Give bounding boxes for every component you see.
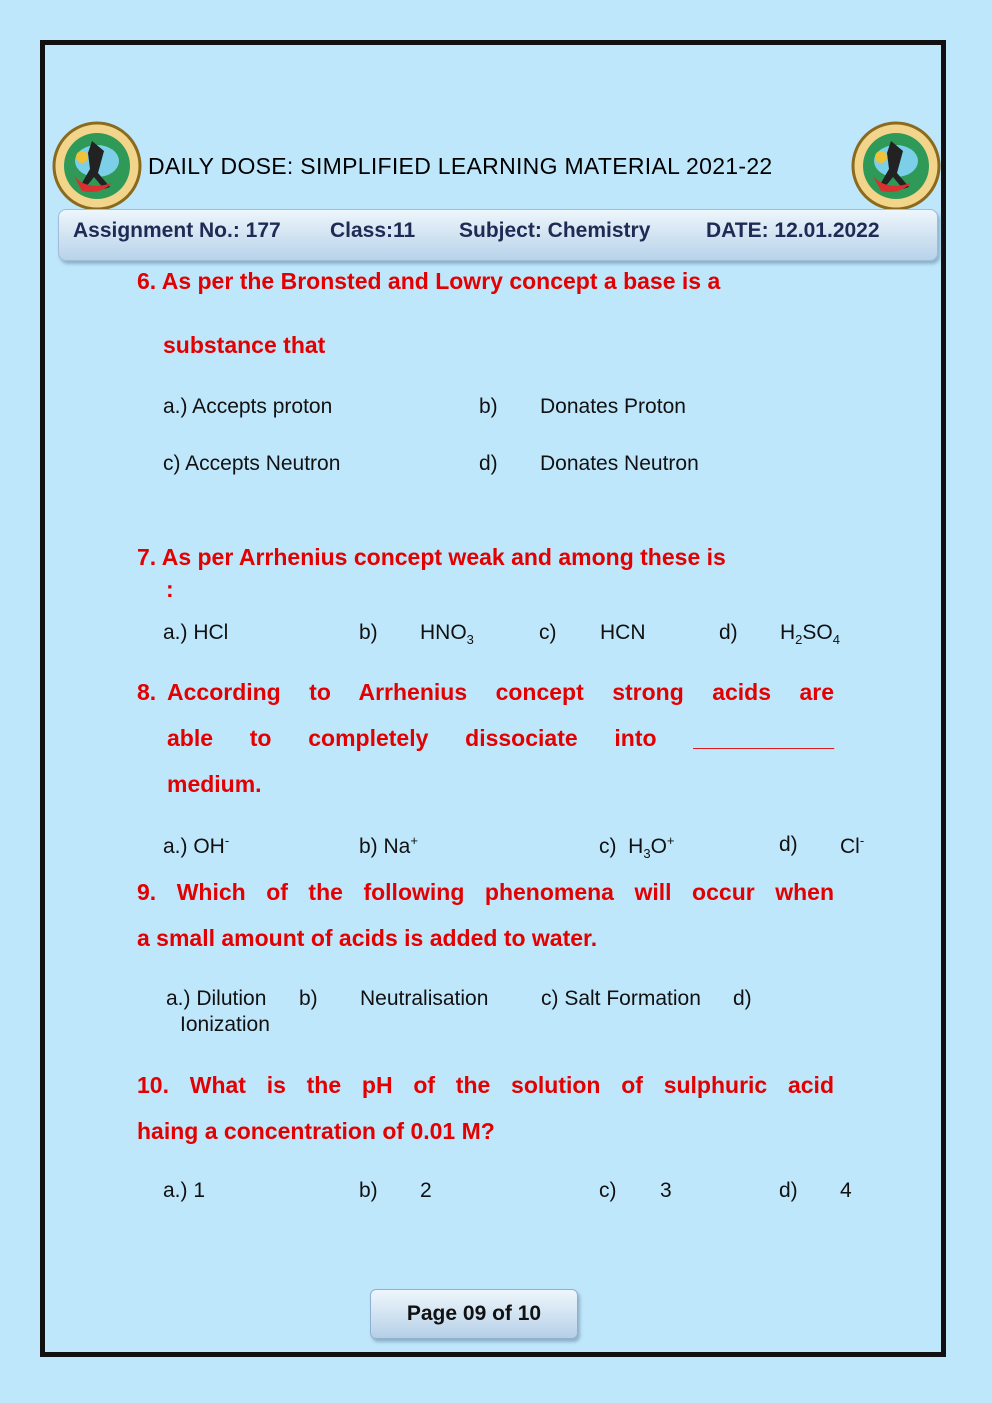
q7-option-d: $H_2SO_4$ (780, 621, 840, 648)
q10-option-c: 3 (660, 1179, 672, 1202)
date-label: DATE: 12.01.2022 (706, 219, 880, 242)
school-emblem-icon (851, 121, 941, 211)
q9-option-d-label: d) (733, 987, 752, 1010)
q10-option-c-label: c) (599, 1179, 617, 1202)
question-9-text-cont: a small amount of acids is added to water. (137, 925, 598, 951)
class-label: Class:11 (330, 219, 416, 242)
q9-option-a: a.) Dilution (166, 987, 267, 1010)
q10-option-d: 4 (840, 1179, 852, 1202)
question-9-text: 9. Which of the following phenomena will occur when (137, 879, 834, 905)
q7-option-c: HCN (600, 621, 646, 644)
q10-option-d-label: d) (779, 1179, 798, 1202)
question-8-text: According to Arrhenius concept strong acids are (167, 679, 834, 705)
question-8-text-cont: able to completely dissociate into ___________ (167, 725, 834, 751)
q8-option-b: b) Na+ (359, 833, 418, 858)
question-8-text-end: medium. (167, 771, 262, 797)
question-10-text-cont: haing a concentration of 0.01 M? (137, 1118, 495, 1144)
question-8-number: 8. (137, 679, 157, 705)
q9-option-b: Neutralisation (360, 987, 489, 1010)
q6-option-b: Donates Proton (540, 395, 686, 418)
q8-option-c: c) $H_3O^+$ (599, 833, 675, 862)
q6-option-d: Donates Neutron (540, 452, 699, 475)
subject-label: Subject: Chemistry (459, 219, 651, 242)
q7-option-a: a.) HCl (163, 621, 229, 644)
q6-option-c: c) Accepts Neutron (163, 452, 341, 475)
q8-option-d-label: d) (779, 833, 798, 856)
q8-option-d: Cl- (840, 833, 865, 858)
q7-option-c-label: c) (539, 621, 557, 644)
q10-option-b-label: b) (359, 1179, 378, 1202)
q9-option-d: Ionization (180, 1013, 270, 1036)
q10-option-a: a.) 1 (163, 1179, 206, 1202)
q7-option-d-label: d) (719, 621, 738, 644)
q6-option-d-label: d) (479, 452, 498, 475)
q6-option-b-label: b) (479, 395, 498, 418)
question-10-text: 10. What is the pH of the solution of sulphuric acid (137, 1072, 834, 1098)
school-emblem-icon (52, 121, 142, 211)
q10-option-b: 2 (420, 1179, 432, 1202)
question-7-text-cont: : (166, 576, 174, 602)
q9-option-b-label: b) (299, 987, 318, 1010)
q6-option-a: a.) Accepts proton (163, 395, 333, 418)
question-6-text-cont: substance that (163, 332, 326, 358)
question-6-text: 6. As per the Bronsted and Lowry concept a base is a (137, 268, 721, 294)
q7-option-b: $HNO_3$ (420, 621, 474, 648)
assignment-number: Assignment No.: 177 (73, 219, 281, 242)
q8-option-a: a.) OH- (163, 833, 230, 858)
document-title: DAILY DOSE: SIMPLIFIED LEARNING MATERIAL 2021-22 (148, 153, 773, 179)
q7-option-b-label: b) (359, 621, 378, 644)
question-7-text: 7. As per Arrhenius concept weak and among these is (137, 544, 726, 570)
page-number-indicator: Page 09 of 10 (370, 1289, 578, 1339)
q9-option-c: c) Salt Formation (541, 987, 701, 1010)
